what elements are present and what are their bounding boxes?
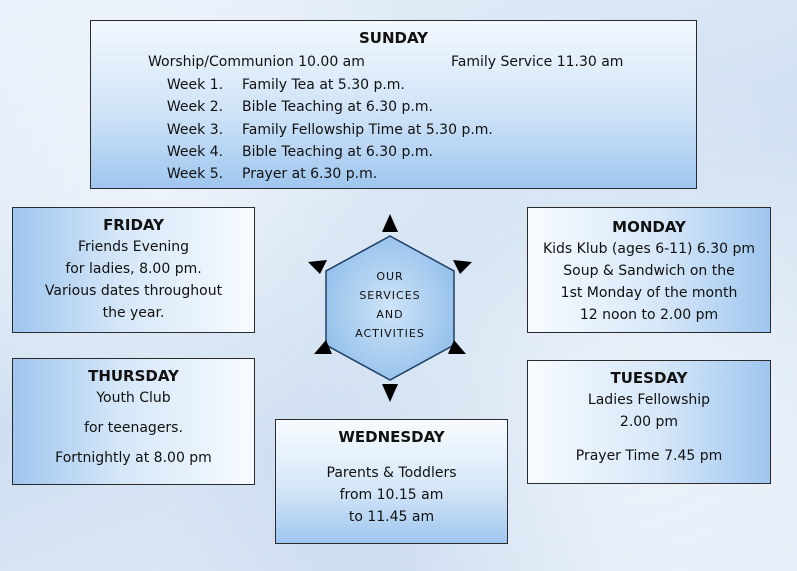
thursday-line: Fortnightly at 8.00 pm xyxy=(55,450,212,466)
week-activity: Bible Teaching at 6.30 p.m. xyxy=(242,144,433,160)
center-label: ACTIVITIES xyxy=(355,327,425,340)
sunday-box xyxy=(90,20,697,189)
arrow-upper-right-icon xyxy=(453,260,472,274)
week-activity: Prayer at 6.30 p.m. xyxy=(242,166,378,182)
tuesday-line: Prayer Time 7.45 pm xyxy=(575,448,723,464)
tuesday-title: TUESDAY xyxy=(610,369,688,387)
sunday-week-row xyxy=(148,163,377,185)
friday-line: for ladies, 8.00 pm. xyxy=(65,261,202,277)
sunday-title: SUNDAY xyxy=(358,29,429,47)
thursday-line: for teenagers. xyxy=(84,420,183,436)
week-label: Week 3. xyxy=(166,122,224,138)
friday-line: the year. xyxy=(102,305,165,321)
wednesday-title: WEDNESDAY xyxy=(338,428,445,446)
thursday-box xyxy=(12,358,255,485)
week-label: Week 1. xyxy=(166,77,224,93)
friday-box xyxy=(12,207,255,333)
monday-title: MONDAY xyxy=(612,218,686,236)
wednesday-line: to 11.45 am xyxy=(348,509,435,525)
center-label: OUR xyxy=(376,270,404,283)
week-activity: Family Fellowship Time at 5.30 p.m. xyxy=(242,122,493,138)
center-label: SERVICES xyxy=(359,289,421,302)
sunday-week-row xyxy=(148,141,433,163)
tuesday-line: 2.00 pm xyxy=(619,414,679,430)
monday-line: 1st Monday of the month xyxy=(560,285,738,301)
monday-line: 12 noon to 2.00 pm xyxy=(579,307,719,323)
wednesday-line: Parents & Toddlers xyxy=(326,465,457,481)
arrow-upper-left-icon xyxy=(308,260,327,274)
sunday-week-row xyxy=(148,96,433,118)
sunday-worship: Worship/Communion 10.00 am xyxy=(148,54,365,70)
center-label: AND xyxy=(376,308,404,321)
friday-line: Various dates throughout xyxy=(44,283,223,299)
sunday-family-service: Family Service 11.30 am xyxy=(451,54,624,70)
week-activity: Bible Teaching at 6.30 p.m. xyxy=(242,99,433,115)
arrow-up-icon xyxy=(382,214,398,232)
week-label: Week 5. xyxy=(166,166,224,182)
wednesday-box xyxy=(275,419,508,544)
friday-line: Friends Evening xyxy=(77,239,190,255)
sunday-week-row xyxy=(148,119,493,141)
week-label: Week 2. xyxy=(166,99,224,115)
friday-title: FRIDAY xyxy=(103,216,164,234)
wednesday-line: from 10.15 am xyxy=(339,487,444,503)
center-hexagon xyxy=(300,210,480,406)
thursday-title: THURSDAY xyxy=(88,367,179,385)
arrow-down-icon xyxy=(382,384,398,402)
week-activity: Family Tea at 5.30 p.m. xyxy=(242,77,405,93)
monday-line: Kids Klub (ages 6-11) 6.30 pm xyxy=(542,241,756,257)
sunday-week-row xyxy=(148,74,405,96)
monday-box xyxy=(527,207,771,333)
thursday-line: Youth Club xyxy=(96,390,171,406)
tuesday-box xyxy=(527,360,771,484)
tuesday-line: Ladies Fellowship xyxy=(587,392,711,408)
week-label: Week 4. xyxy=(166,144,224,160)
monday-line: Soup & Sandwich on the xyxy=(563,263,735,279)
